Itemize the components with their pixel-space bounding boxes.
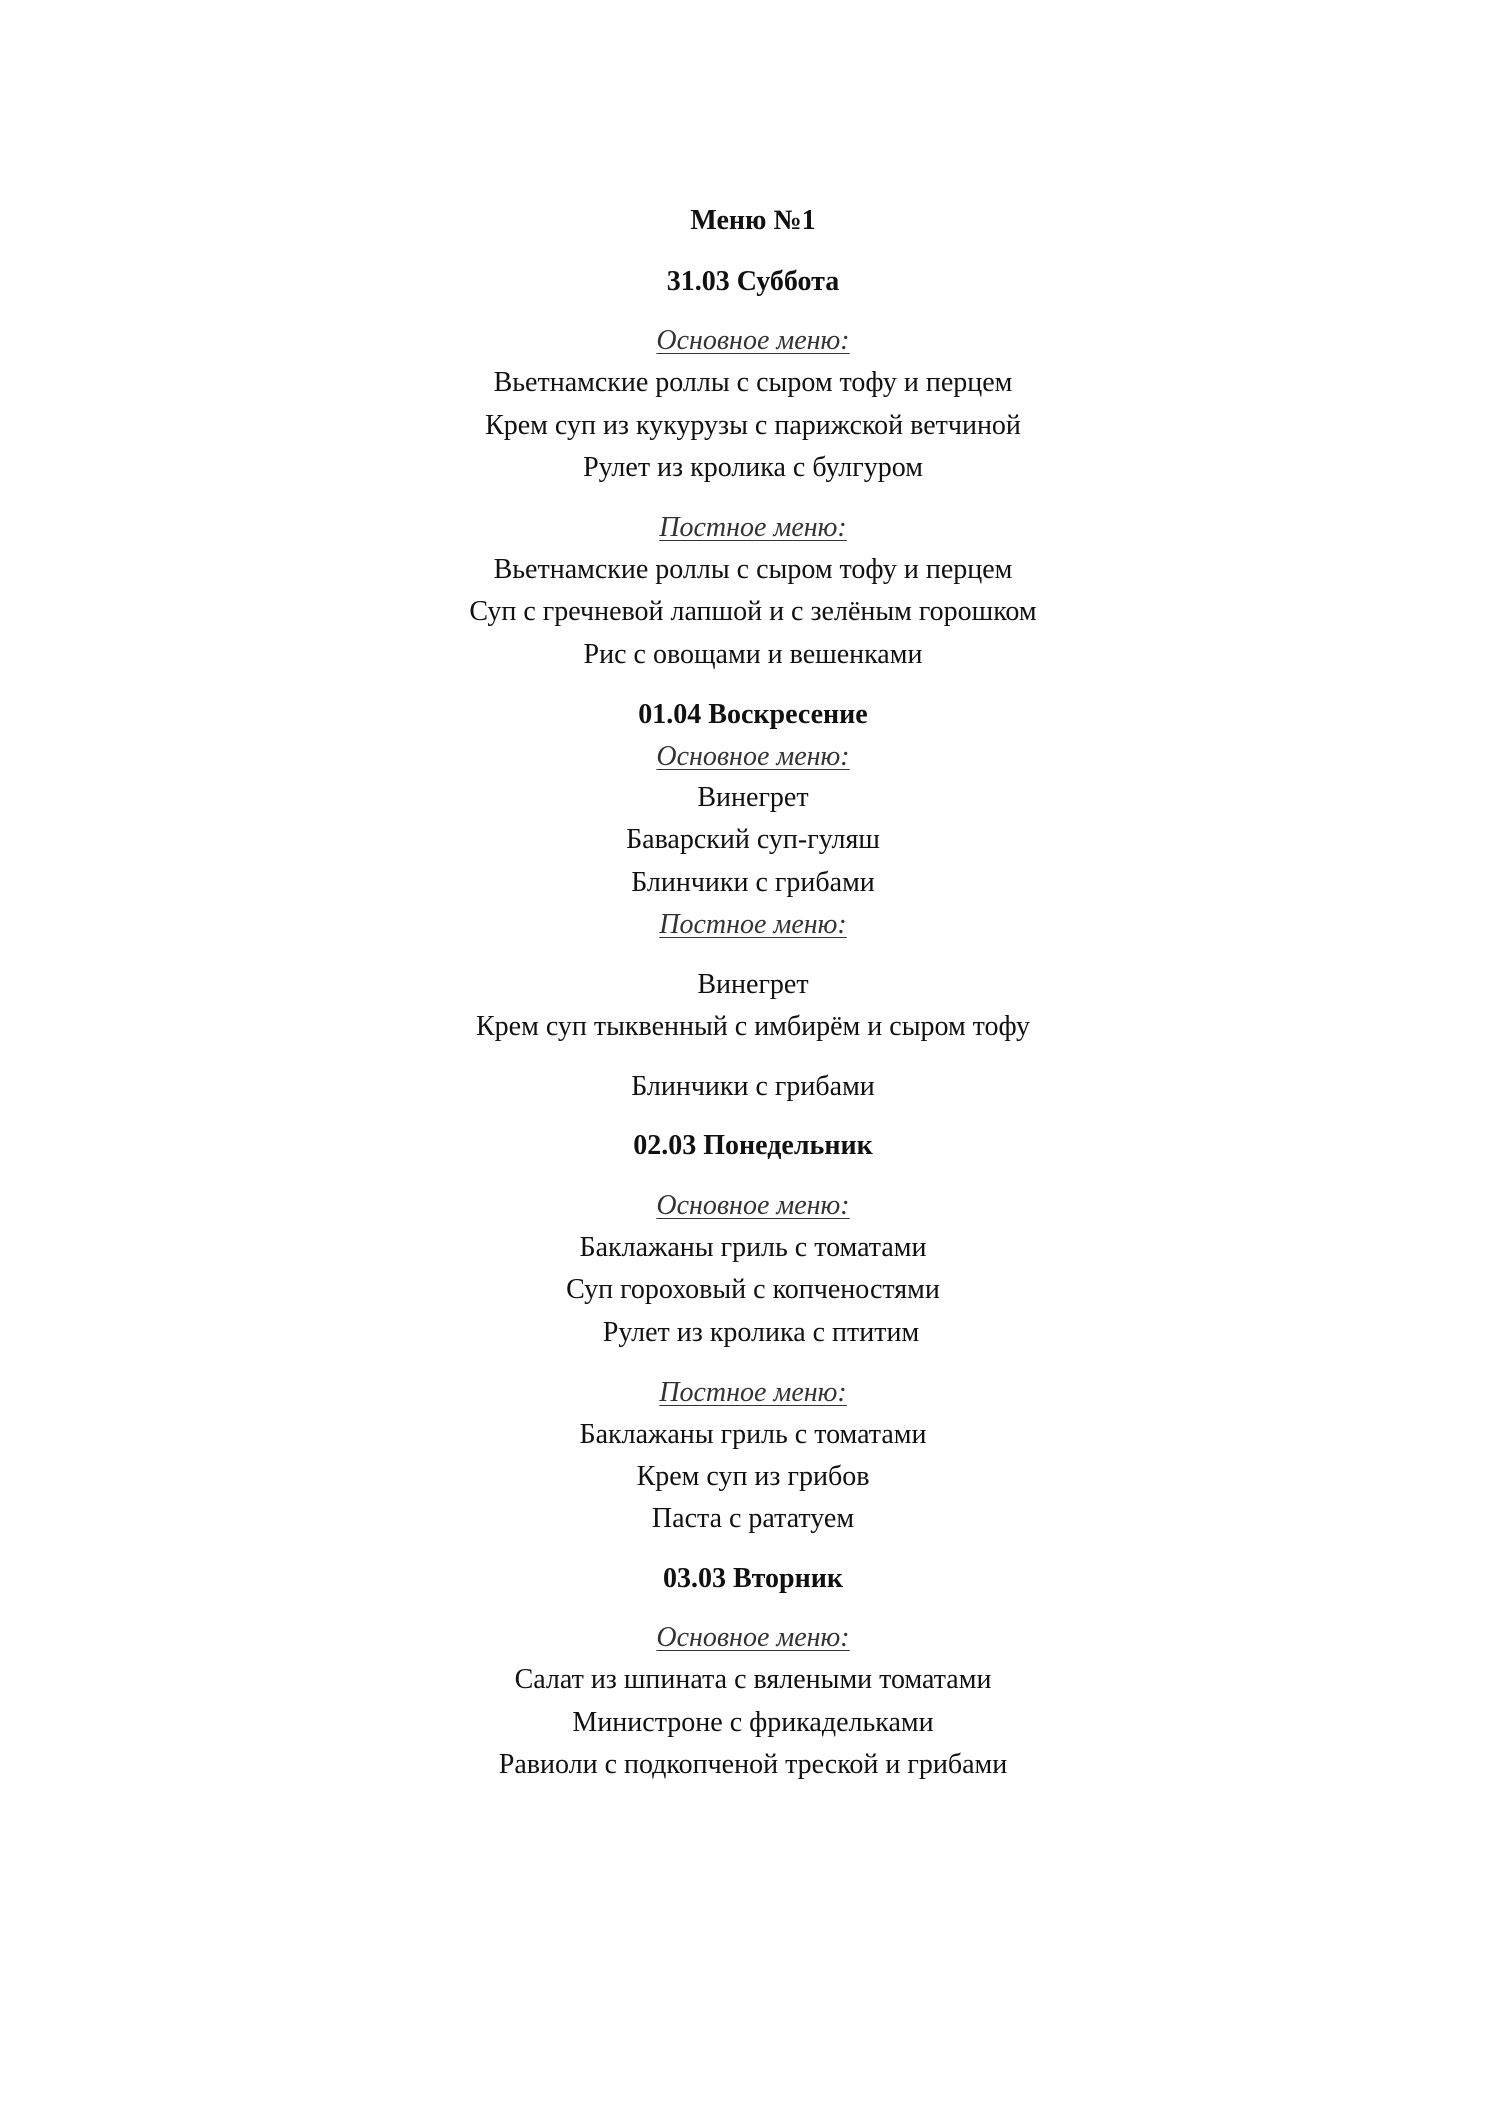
day-heading: 02.03 Понедельник — [633, 1130, 873, 1161]
dish-item: Рулет из кролика с булгуром — [583, 452, 923, 483]
page-title: Меню №1 — [690, 205, 816, 236]
lent-menu-label: Постное меню: — [659, 1377, 847, 1408]
dish-item: Баварский суп-гуляш — [626, 824, 880, 855]
main-menu-label: Основное меню: — [656, 1622, 850, 1653]
lent-menu-label: Постное меню: — [659, 909, 847, 940]
dish-item: Паста с рататуем — [651, 1503, 855, 1534]
dish-item: Винегрет — [697, 969, 809, 1000]
dish-item: Блинчики с грибами — [631, 867, 875, 898]
dish-item: Баклажаны гриль с томатами — [579, 1232, 927, 1263]
dish-item: Вьетнамские роллы с сыром тофу и перцем — [493, 367, 1013, 398]
dish-item: Крем суп из грибов — [636, 1461, 870, 1492]
dish-item: Суп гороховый с копченостями — [566, 1274, 940, 1305]
dish-item: Салат из шпината с вялеными томатами — [514, 1664, 992, 1695]
dish-item: Суп с гречневой лапшой и с зелёным горошком — [469, 596, 1037, 627]
dish-item: Рулет из кролика с птитим — [602, 1317, 920, 1348]
dish-item: Министроне с фрикадельками — [572, 1707, 934, 1738]
dish-item: Блинчики с грибами — [631, 1071, 875, 1102]
main-menu-label: Основное меню: — [656, 325, 850, 356]
lent-menu-label: Постное меню: — [659, 512, 847, 543]
day-heading: 03.03 Вторник — [662, 1563, 844, 1594]
dish-item: Крем суп тыквенный с имбирём и сыром тофу — [476, 1011, 1030, 1042]
dish-item: Винегрет — [697, 782, 809, 813]
day-heading: 01.04 Воскресение — [638, 699, 868, 730]
dish-item: Равиоли с подкопченой треской и грибами — [498, 1749, 1008, 1780]
dish-item: Крем суп из кукурузы с парижской ветчиной — [485, 410, 1021, 441]
main-menu-label: Основное меню: — [656, 1190, 850, 1221]
main-menu-label: Основное меню: — [656, 741, 850, 772]
dish-item: Баклажаны гриль с томатами — [579, 1419, 927, 1450]
dish-item: Вьетнамские роллы с сыром тофу и перцем — [493, 554, 1013, 585]
day-heading: 31.03 Суббота — [666, 266, 840, 297]
dish-item: Рис с овощами и вешенками — [583, 639, 923, 670]
